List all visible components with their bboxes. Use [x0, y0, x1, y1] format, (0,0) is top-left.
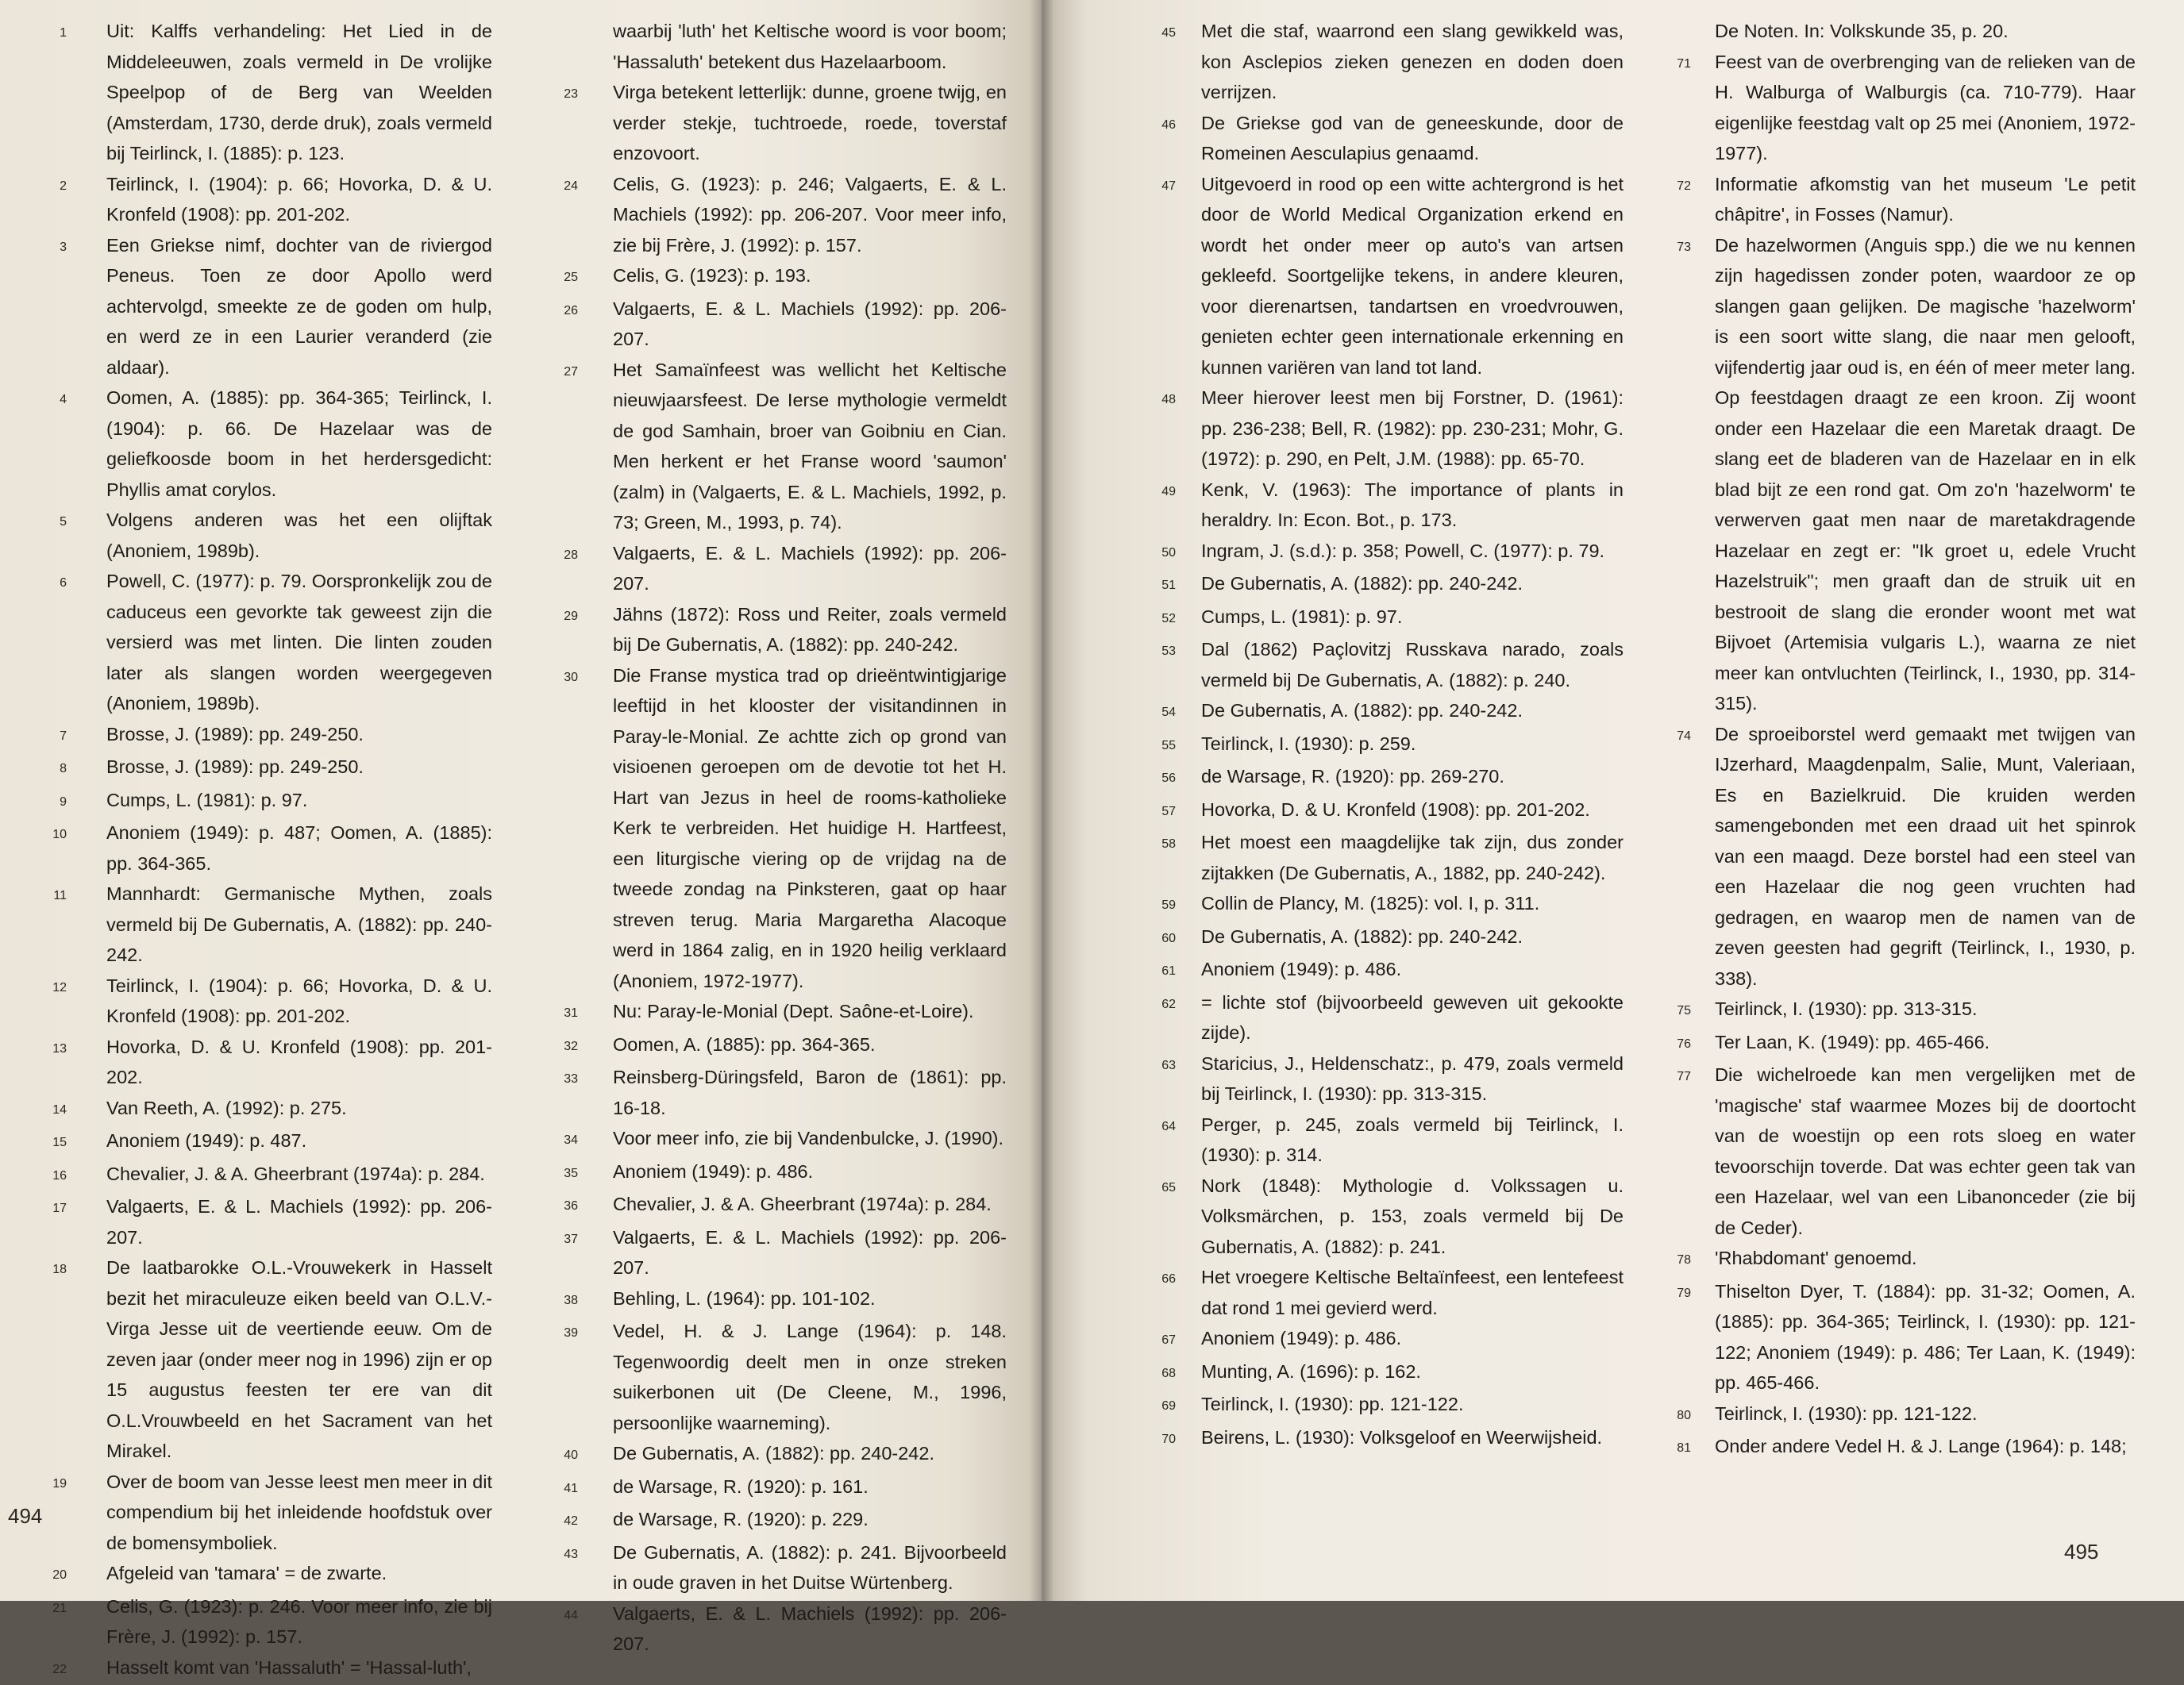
- footnote-number: 8: [32, 752, 67, 785]
- footnote-number: 65: [1147, 1171, 1176, 1204]
- footnote: [546, 1123, 1007, 1156]
- footnote: [546, 260, 1007, 294]
- footnote: [546, 1316, 1007, 1438]
- footnote: [32, 1159, 492, 1192]
- footnote-text: De hazelwormen (Anguis spp.) die we nu kennen zijn hagedissen zonder poten, waardoor ze op slangen gaan gelijken. De magische 'hazelworm' is een soort witte slang, die naar men gelooft, vijfendertig jaar oud is, en één of meer meter lang. Op feestdagen draagt ze een kroon. Zij woont onder een Hazelaar die een Maretak draagt. De slang eet de bladeren van de Hazelaar en in elk blad bijt ze een rond gat. Om zo'n 'hazelworm' te verwerven gaat men naar de maretakdragende Hazelaar en zegt er: "Ik groet u, edele Vrucht Hazelstruik"; men graaft dan de struik uit en bestrooit de slang die eronder woont met wat Bijvoet (Artemisia vulgaris L.), waarna ze niet meer kan ontvluchten (Teirlinck, I., 1930, pp. 314-315).: [1715, 230, 2136, 719]
- footnote-text: Uitgevoerd in rood op een witte achtergrond is het door de World Medical Organization erkend en wordt het onder meer op auto's van artsen gekleefd. Soortgelijke tekens, in andere kleuren, voor dierenartsen, tandartsen en vroedvrouwen, genieten echter geen internationale erkenning en kunnen variëren van land tot land.: [1201, 169, 1624, 383]
- footnote-text: Anoniem (1949): p. 486.: [1201, 954, 1624, 985]
- footnote-text: Teirlinck, I. (1904): p. 66; Hovorka, D. & U. Kronfeld (1908): pp. 201-202.: [106, 971, 492, 1032]
- footnote-text: Brosse, J. (1989): pp. 249-250.: [106, 752, 492, 783]
- footnote: [32, 1191, 492, 1252]
- footnote-number: 39: [546, 1316, 578, 1349]
- footnote-text: Die wichelroede kan men vergelijken met de 'magische' staf waarmee Mozes bij de doortocht van de woestijn op een rots sloeg en water tevoorschijn toverde. Dat was echter geen tak van een Hazelaar, wel van een Libanonceder (zie bij de Ceder).: [1715, 1060, 2136, 1243]
- footnote-text: Hovorka, D. & U. Kronfeld (1908): pp. 201-202.: [106, 1032, 492, 1093]
- footnote-number: 63: [1147, 1048, 1176, 1082]
- footnote-text: Teirlinck, I. (1904): p. 66; Hovorka, D. & U. Kronfeld (1908): pp. 201-202.: [106, 169, 492, 230]
- footnote-text: De Gubernatis, A. (1882): p. 241. Bijvoorbeeld in oude graven in het Duitse Würtenberg.: [613, 1537, 1007, 1598]
- footnote: [1659, 719, 2136, 994]
- footnote: [1659, 1398, 2136, 1432]
- footnote: [32, 383, 492, 505]
- footnote: [1147, 602, 1624, 635]
- footnote-text: Chevalier, J. & A. Gheerbrant (1974a): p. 284.: [613, 1189, 1007, 1220]
- footnote: [32, 169, 492, 230]
- footnote-text: De Gubernatis, A. (1882): pp. 240-242.: [1201, 695, 1624, 726]
- footnote-number: 32: [546, 1029, 578, 1063]
- footnote-number: 70: [1147, 1422, 1176, 1456]
- footnote-number: 71: [1659, 47, 1691, 80]
- footnote-text: Beirens, L. (1930): Volksgeloof en Weerwijsheid.: [1201, 1422, 1624, 1453]
- footnote-text: Ingram, J. (s.d.): p. 358; Powell, C. (1977): p. 79.: [1201, 536, 1624, 567]
- footnote-number: 6: [32, 566, 67, 599]
- footnote-number: 43: [546, 1537, 578, 1571]
- footnote: [32, 16, 492, 169]
- page-number-left: 494: [8, 1504, 42, 1529]
- footnote-number: 19: [32, 1467, 67, 1500]
- footnote: [32, 1032, 492, 1093]
- footnote-text: Powell, C. (1977): p. 79. Oorspronkelijk zou de caduceus een gevorkte tak geweest zijn die versierd was met linten. Die linten zouden later als slangen worden weergegeven (Anoniem, 1989b).: [106, 566, 492, 719]
- footnote-number: 72: [1659, 169, 1691, 202]
- footnote-text: de Warsage, R. (1920): p. 161.: [613, 1471, 1007, 1502]
- footnote-number: 61: [1147, 954, 1176, 987]
- footnote: [32, 1467, 492, 1559]
- footnote-text: Mannhardt: Germanische Mythen, zoals vermeld bij De Gubernatis, A. (1882): pp. 240-242.: [106, 879, 492, 971]
- footnote: [1147, 1262, 1624, 1323]
- footnote-number: 15: [32, 1125, 67, 1159]
- footnote: [546, 1156, 1007, 1190]
- footnote-text: Perger, p. 245, zoals vermeld bij Teirlinck, I. (1930): p. 314.: [1201, 1110, 1624, 1171]
- footnote-text: Informatie afkomstig van het museum 'Le petit châpitre', in Fosses (Namur).: [1715, 169, 2136, 230]
- notes-column-4: [1659, 16, 2136, 1464]
- footnote-text: Virga betekent letterlijk: dunne, groene twijg, en verder stekje, tuchtroede, roede, toverstaf enzovoort.: [613, 77, 1007, 169]
- footnote-number: 46: [1147, 108, 1176, 141]
- footnote-number: 14: [32, 1093, 67, 1126]
- footnote-text: Staricius, J., Heldenschatz:, p. 479, zoals vermeld bij Teirlinck, I. (1930): pp. 313-315.: [1201, 1048, 1624, 1110]
- footnote-number: 64: [1147, 1110, 1176, 1143]
- footnote: [546, 599, 1007, 660]
- footnote: [1147, 827, 1624, 888]
- footnote-number: 30: [546, 660, 578, 694]
- footnote-text: Teirlinck, I. (1930): pp. 121-122.: [1201, 1389, 1624, 1420]
- footnote-number: 26: [546, 294, 578, 327]
- footnote: [546, 1504, 1007, 1537]
- footnote-text: Oomen, A. (1885): pp. 364-365.: [613, 1029, 1007, 1060]
- footnote: [1147, 536, 1624, 569]
- footnote-text: Het vroegere Keltische Beltaïnfeest, een lentefeest dat rond 1 mei gevierd werd.: [1201, 1262, 1624, 1323]
- footnote: [32, 719, 492, 752]
- footnote: [1147, 475, 1624, 536]
- footnote-text: Cumps, L. (1981): p. 97.: [1201, 602, 1624, 633]
- footnote-text: Meer hierover leest men bij Forstner, D. (1961): pp. 236-238; Bell, R. (1982): pp. 230-231; Mohr, G. (1972): p. 290, en Pelt, J.M. (1988): pp. 65-70.: [1201, 383, 1624, 475]
- footnote-number: 29: [546, 599, 578, 633]
- footnote-number: 66: [1147, 1262, 1176, 1295]
- footnote: [1147, 634, 1624, 695]
- footnote: [1147, 1389, 1624, 1422]
- footnote-text: De Gubernatis, A. (1882): pp. 240-242.: [613, 1438, 1007, 1469]
- footnote-number: 24: [546, 169, 578, 202]
- footnote: [546, 355, 1007, 538]
- footnote-number: 4: [32, 383, 67, 416]
- footnote: [1147, 383, 1624, 475]
- book-gutter: [1029, 0, 1054, 1601]
- footnote: [546, 1189, 1007, 1222]
- footnote-text: Reinsberg-Düringsfeld, Baron de (1861): pp. 16-18.: [613, 1062, 1007, 1123]
- footnote: [1659, 1276, 2136, 1398]
- footnote: [546, 996, 1007, 1029]
- footnote: [1147, 568, 1624, 602]
- footnote-text: Anoniem (1949): p. 486.: [613, 1156, 1007, 1187]
- footnote-text: Dal (1862) Paçlovitzj Russkava narado, zoals vermeld bij De Gubernatis, A. (1882): p. 240.: [1201, 634, 1624, 695]
- footnote: [1659, 47, 2136, 169]
- footnote-number: 45: [1147, 16, 1176, 49]
- footnote-number: 10: [32, 817, 67, 851]
- footnote: [32, 505, 492, 566]
- footnote: [546, 1029, 1007, 1063]
- footnote: [1147, 1356, 1624, 1390]
- footnote: [546, 16, 1007, 77]
- footnote-number: 9: [32, 785, 67, 818]
- footnote-number: 54: [1147, 695, 1176, 729]
- footnote-text: Uit: Kalffs verhandeling: Het Lied in de Middeleeuwen, zoals vermeld in De vrolijke Speelpop of de Berg van Weelden (Amsterdam, 1730, derde druk), zoals vermeld bij Teirlinck, I. (1885): p. 123.: [106, 16, 492, 169]
- footnote: [546, 1062, 1007, 1123]
- footnote-text: De laatbarokke O.L.-Vrouwekerk in Hasselt bezit het miraculeuze eiken beeld van O.L.V.-Virga Jesse uit de veertiende eeuw. Om de zeven jaar (onder meer nog in 1996) zijn er op 15 augustus feesten ter ere van dit O.L.Vrouwbeeld en het Sacrament van het Mirakel.: [106, 1252, 492, 1467]
- footnote-text: Onder andere Vedel H. & J. Lange (1964): p. 148;: [1715, 1431, 2136, 1462]
- footnote-text: Het moest een maagdelijke tak zijn, dus zonder zijtakken (De Gubernatis, A., 1882, pp. 240-242).: [1201, 827, 1624, 888]
- footnote: [1659, 16, 2136, 47]
- footnote-text: Kenk, V. (1963): The importance of plants in heraldry. In: Econ. Bot., p. 173.: [1201, 475, 1624, 536]
- footnote: [32, 817, 492, 879]
- footnote: [32, 1591, 492, 1652]
- footnote-text: Oomen, A. (1885): pp. 364-365; Teirlinck, I. (1904): p. 66. De Hazelaar was de geliefkoosde boom in het herdersgedicht: Phyllis amat corylos.: [106, 383, 492, 505]
- footnote: [1659, 994, 2136, 1027]
- footnote-text: De Gubernatis, A. (1882): pp. 240-242.: [1201, 921, 1624, 952]
- footnote: [1659, 230, 2136, 719]
- footnote-text: Celis, G. (1923): p. 246. Voor meer info, zie bij Frère, J. (1992): p. 157.: [106, 1591, 492, 1652]
- footnote-text: Hasselt komt van 'Hassaluth' = 'Hassal-luth',: [106, 1652, 492, 1683]
- footnote: [1147, 729, 1624, 762]
- footnote: [1147, 16, 1624, 108]
- footnote: [1659, 1431, 2136, 1464]
- footnote: [1659, 169, 2136, 230]
- footnote-text: Collin de Plancy, M. (1825): vol. I, p. 311.: [1201, 888, 1624, 919]
- footnote: [1147, 1323, 1624, 1356]
- footnote-number: 20: [32, 1558, 67, 1591]
- footnote-number: 81: [1659, 1431, 1691, 1464]
- footnote-number: 53: [1147, 634, 1176, 667]
- footnote-text: = lichte stof (bijvoorbeeld geweven uit gekookte zijde).: [1201, 987, 1624, 1048]
- footnote-text: Met die staf, waarrond een slang gewikkeld was, kon Asclepios zieken genezen en doden doen verrijzen.: [1201, 16, 1624, 108]
- footnote-text: Nork (1848): Mythologie d. Volkssagen u. Volksmärchen, p. 153, zoals vermeld bij De Gubernatis, A. (1882): p. 241.: [1201, 1171, 1624, 1263]
- footnote-text: Die Franse mystica trad op drieëntwintigjarige leeftijd in het klooster der visitandinnen in Paray-le-Monial. Ze achtte zich op grond van visioenen geroepen om de devotie tot het H. Hart van Jezus in heel de rooms-katholieke Kerk te verbreiden. Het huidige H. Hartfeest, een liturgische viering op de vrijdag na de tweede zondag na Pinksteren, gaat op haar streven terug. Maria Margaretha Alacoque werd in 1864 zalig, en in 1920 heilig verklaard (Anoniem, 1972-1977).: [613, 660, 1007, 997]
- footnote: [32, 1558, 492, 1591]
- footnote-text: de Warsage, R. (1920): p. 229.: [613, 1504, 1007, 1535]
- footnote-text: Afgeleid van 'tamara' = de zwarte.: [106, 1558, 492, 1589]
- footnote-number: 77: [1659, 1060, 1691, 1093]
- footnote: [32, 785, 492, 818]
- footnote: [32, 566, 492, 719]
- footnote: [1659, 1243, 2136, 1276]
- footnote-text: Teirlinck, I. (1930): pp. 313-315.: [1715, 994, 2136, 1025]
- footnote: [1147, 695, 1624, 729]
- footnote: [546, 1537, 1007, 1598]
- footnote-text: Valgaerts, E. & L. Machiels (1992): pp. 206-207.: [106, 1191, 492, 1252]
- footnote: [1659, 1060, 2136, 1243]
- footnote-number: 34: [546, 1123, 578, 1156]
- footnote-number: 27: [546, 355, 578, 388]
- footnote-number: 11: [32, 879, 67, 912]
- footnote-number: [546, 16, 578, 18]
- footnote: [1147, 108, 1624, 169]
- footnote-number: 17: [32, 1191, 67, 1225]
- footnote: [32, 1652, 492, 1685]
- footnote: [1147, 794, 1624, 828]
- footnote-number: 31: [546, 996, 578, 1029]
- footnote-text: Hovorka, D. & U. Kronfeld (1908): pp. 201-202.: [1201, 794, 1624, 825]
- footnote-text: Het Samaïnfeest was wellicht het Keltische nieuwjaarsfeest. De Ierse mythologie vermeldt de god Samhain, broer van Goibniu en Cian. Men herkent er het Franse woord 'saumon' (zalm) in (Valgaerts, E. & L. Machiels, 1992, p. 73; Green, M., 1993, p. 74).: [613, 355, 1007, 538]
- footnote: [546, 1598, 1007, 1660]
- footnote-number: 76: [1659, 1027, 1691, 1060]
- footnote-number: 36: [546, 1189, 578, 1222]
- footnote-text: Munting, A. (1696): p. 162.: [1201, 1356, 1624, 1387]
- footnote: [32, 1125, 492, 1159]
- footnote-text: Valgaerts, E. & L. Machiels (1992): pp. 206-207.: [613, 294, 1007, 355]
- footnote: [546, 1283, 1007, 1317]
- footnote-text: Nu: Paray-le-Monial (Dept. Saône-et-Loire).: [613, 996, 1007, 1027]
- footnote-number: 74: [1659, 719, 1691, 752]
- footnote-number: 18: [32, 1252, 67, 1286]
- footnote: [1147, 761, 1624, 794]
- footnote-text: waarbij 'luth' het Keltische woord is voor boom; 'Hassaluth' betekent dus Hazelaarboom.: [613, 16, 1007, 77]
- footnote-text: de Warsage, R. (1920): pp. 269-270.: [1201, 761, 1624, 792]
- footnote-number: 55: [1147, 729, 1176, 762]
- footnote-text: Valgaerts, E. & L. Machiels (1992): pp. 206-207.: [613, 1222, 1007, 1283]
- footnote-number: 7: [32, 719, 67, 752]
- footnote-number: 57: [1147, 794, 1176, 828]
- footnote-text: Voor meer info, zie bij Vandenbulcke, J. (1990).: [613, 1123, 1007, 1154]
- footnote-number: 16: [32, 1159, 67, 1192]
- footnote: [1147, 888, 1624, 921]
- footnote-number: 73: [1659, 230, 1691, 264]
- footnote-text: Teirlinck, I. (1930): pp. 121-122.: [1715, 1398, 2136, 1429]
- footnote-number: 50: [1147, 536, 1176, 569]
- footnote-text: Over de boom van Jesse leest men meer in dit compendium bij het inleidende hoofdstuk over de bomensymboliek.: [106, 1467, 492, 1559]
- footnote-number: 38: [546, 1283, 578, 1317]
- footnote-number: 13: [32, 1032, 67, 1065]
- footnote: [1147, 954, 1624, 987]
- footnote: [1147, 921, 1624, 955]
- footnote-text: Jähns (1872): Ross und Reiter, zoals vermeld bij De Gubernatis, A. (1882): pp. 240-242.: [613, 599, 1007, 660]
- footnote: [1147, 987, 1624, 1048]
- footnote-number: 42: [546, 1504, 578, 1537]
- footnote-number: 12: [32, 971, 67, 1004]
- footnote-number: [1659, 16, 1691, 18]
- footnote-number: 23: [546, 77, 578, 110]
- footnote-text: Thiselton Dyer, T. (1884): pp. 31-32; Oomen, A. (1885): pp. 364-365; Teirlinck, I. (1930): pp. 121-122; Anoniem (1949): p. 486; Ter Laan, K. (1949): pp. 465-466.: [1715, 1276, 2136, 1398]
- footnote: [546, 1471, 1007, 1505]
- footnote: [546, 660, 1007, 997]
- footnote-text: Celis, G. (1923): p. 246; Valgaerts, E. & L. Machiels (1992): pp. 206-207. Voor meer info, zie bij Frère, J. (1992): p. 157.: [613, 169, 1007, 261]
- footnote: [1147, 1171, 1624, 1263]
- footnote-text: Anoniem (1949): p. 487.: [106, 1125, 492, 1156]
- footnote-text: Celis, G. (1923): p. 193.: [613, 260, 1007, 291]
- footnote-text: De sproeiborstel werd gemaakt met twijgen van IJzerhard, Maagdenpalm, Salie, Munt, Valeriaan, Es en Bazielkruid. Die kruiden werden samengebonden met een draad uit het spinrok van een maagd. Deze borstel had een steel van een Hazelaar die nog geen vruchten had gedragen, en waarop men de namen van de zeven geesten had gegrift (Teirlinck, I., 1930, p. 338).: [1715, 719, 2136, 994]
- footnote-number: 69: [1147, 1389, 1176, 1422]
- footnote: [546, 538, 1007, 599]
- footnote-number: 68: [1147, 1356, 1176, 1390]
- footnote: [32, 752, 492, 785]
- footnote-number: 59: [1147, 888, 1176, 921]
- footnote-number: 37: [546, 1222, 578, 1256]
- footnote-number: 1: [32, 16, 67, 49]
- footnote: [546, 1222, 1007, 1283]
- footnote: [32, 1093, 492, 1126]
- footnote-text: Valgaerts, E. & L. Machiels (1992): pp. 206-207.: [613, 538, 1007, 599]
- footnote-text: Een Griekse nimf, dochter van de riviergod Peneus. Toen ze door Apollo werd achtervolgd, smeekte ze de goden om hulp, en werd ze in een Laurier veranderd (zie aldaar).: [106, 230, 492, 383]
- footnote: [32, 230, 492, 383]
- footnote-text: Feest van de overbrenging van de relieken van de H. Walburga of Walburgis (ca. 710-779). Haar eigenlijke feestdag valt op 25 mei (Anoniem, 1972-1977).: [1715, 47, 2136, 169]
- footnote-number: 78: [1659, 1243, 1691, 1276]
- footnote-number: 47: [1147, 169, 1176, 202]
- footnote-text: Ter Laan, K. (1949): pp. 465-466.: [1715, 1027, 2136, 1058]
- footnote-number: 21: [32, 1591, 67, 1625]
- footnote-text: Vedel, H. & J. Lange (1964): p. 148. Tegenwoordig deelt men in onze streken suikerbonen uit (De Cleene, M., 1996, persoonlijke waarneming).: [613, 1316, 1007, 1438]
- footnote-text: Brosse, J. (1989): pp. 249-250.: [106, 719, 492, 750]
- footnote-number: 3: [32, 230, 67, 264]
- footnote: [546, 294, 1007, 355]
- footnote-text: De Griekse god van de geneeskunde, door de Romeinen Aesculapius genaamd.: [1201, 108, 1624, 169]
- footnote-number: 79: [1659, 1276, 1691, 1310]
- footnote-text: 'Rhabdomant' genoemd.: [1715, 1243, 2136, 1274]
- footnote-number: 60: [1147, 921, 1176, 955]
- footnote: [546, 77, 1007, 169]
- notes-column-2: [546, 16, 1007, 1660]
- footnote: [1147, 1048, 1624, 1110]
- footnote-text: Anoniem (1949): p. 486.: [1201, 1323, 1624, 1354]
- footnote-text: Teirlinck, I. (1930): p. 259.: [1201, 729, 1624, 760]
- notes-column-1: [32, 16, 492, 1685]
- footnote-number: 52: [1147, 602, 1176, 635]
- footnote-text: Anoniem (1949): p. 487; Oomen, A. (1885): pp. 364-365.: [106, 817, 492, 879]
- footnote-number: 51: [1147, 568, 1176, 602]
- footnote-text: Valgaerts, E. & L. Machiels (1992): pp. 206-207.: [613, 1598, 1007, 1660]
- footnote-text: Cumps, L. (1981): p. 97.: [106, 785, 492, 816]
- footnote-number: 62: [1147, 987, 1176, 1021]
- footnote-number: 33: [546, 1062, 578, 1095]
- footnote-text: Volgens anderen was het een olijftak (Anoniem, 1989b).: [106, 505, 492, 566]
- footnote-number: 25: [546, 260, 578, 294]
- footnote-text: Van Reeth, A. (1992): p. 275.: [106, 1093, 492, 1124]
- left-page: [0, 0, 1042, 1601]
- footnote-number: 44: [546, 1598, 578, 1632]
- page-number-right: 495: [2064, 1540, 2098, 1564]
- footnote-number: 41: [546, 1471, 578, 1505]
- footnote-number: 40: [546, 1438, 578, 1471]
- footnote: [32, 971, 492, 1032]
- footnote-number: 35: [546, 1156, 578, 1190]
- footnote-text: Chevalier, J. & A. Gheerbrant (1974a): p. 284.: [106, 1159, 492, 1190]
- footnote-number: 48: [1147, 383, 1176, 416]
- footnote-text: Behling, L. (1964): pp. 101-102.: [613, 1283, 1007, 1314]
- footnote: [546, 1438, 1007, 1471]
- footnote: [32, 879, 492, 971]
- footnote-number: 28: [546, 538, 578, 571]
- footnote-text: De Gubernatis, A. (1882): pp. 240-242.: [1201, 568, 1624, 599]
- footnote-number: 80: [1659, 1398, 1691, 1432]
- footnote: [1147, 1422, 1624, 1456]
- footnote: [1147, 169, 1624, 383]
- footnote-number: 49: [1147, 475, 1176, 508]
- footnote-number: 5: [32, 505, 67, 538]
- footnote-number: 67: [1147, 1323, 1176, 1356]
- footnote-number: 56: [1147, 761, 1176, 794]
- footnote: [1659, 1027, 2136, 1060]
- footnote: [546, 169, 1007, 261]
- footnote-number: 2: [32, 169, 67, 202]
- footnote-number: 22: [32, 1652, 67, 1685]
- footnote-text: De Noten. In: Volkskunde 35, p. 20.: [1715, 16, 2136, 47]
- notes-column-3: [1147, 16, 1624, 1455]
- footnote: [1147, 1110, 1624, 1171]
- footnote-number: 75: [1659, 994, 1691, 1027]
- footnote: [32, 1252, 492, 1467]
- footnote-number: 58: [1147, 827, 1176, 860]
